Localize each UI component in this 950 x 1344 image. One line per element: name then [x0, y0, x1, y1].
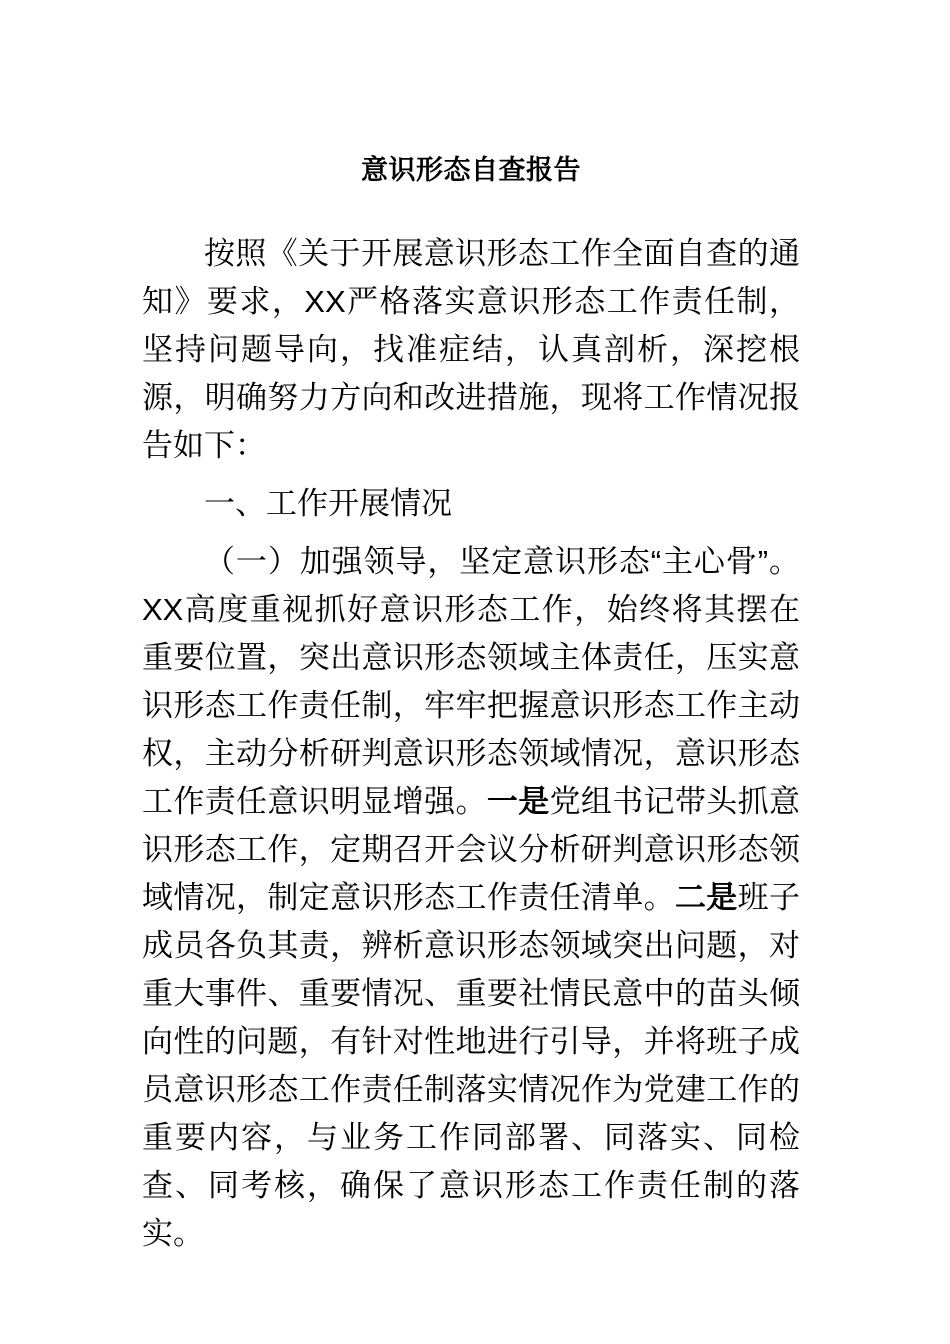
text-run-2: 党组书记带头抓意识形态工作，定期召开会议分析研判意识形态领域情况，制定意识形态工作责任清单。	[142, 783, 801, 915]
section-heading-one: 一、工作开展情况	[204, 485, 452, 521]
paragraph-spacer-2	[142, 528, 800, 538]
text-run-0: （一）加强领导，坚定意识形态“主心骨”。XX高度重视抓好意识形态工作，始终将其摆在重要位置，突出意识形态领域主体责任，压实意识形态工作责任制，牢牢把握意识形态工作主动权，主动分析研判意识形态领域情况，意识形态工作责任意识明显增强。	[142, 543, 800, 819]
emphasis-run-1: 一是	[486, 783, 550, 819]
emphasis-run-3: 二是	[674, 879, 738, 915]
text-run-4: 班子成员各负其责，辨析意识形态领域突出问题，对重大事件、重要情况、重要社情民意中的苗头倾向性的问题，有针对性地进行引导，并将班子成员意识形态工作责任制落实情况作为党建工作的重要内容，与业务工作同部署、同落实、同检查、同考核，确保了意识形态工作责任制的落实。	[142, 879, 801, 1251]
title-spacer	[142, 190, 800, 230]
intro-paragraph: 按照《关于开展意识形态工作全面自查的通知》要求，XX严格落实意识形态工作责任制，坚持问题导向，找准症结，认真剖析，深挖根源，明确努力方向和改进措施，现将工作情况报告如下：	[142, 235, 800, 463]
page-title: 意识形态自查报告	[361, 155, 581, 185]
paragraph-spacer-1	[142, 470, 800, 480]
subsection-one-paragraph	[142, 538, 800, 1258]
